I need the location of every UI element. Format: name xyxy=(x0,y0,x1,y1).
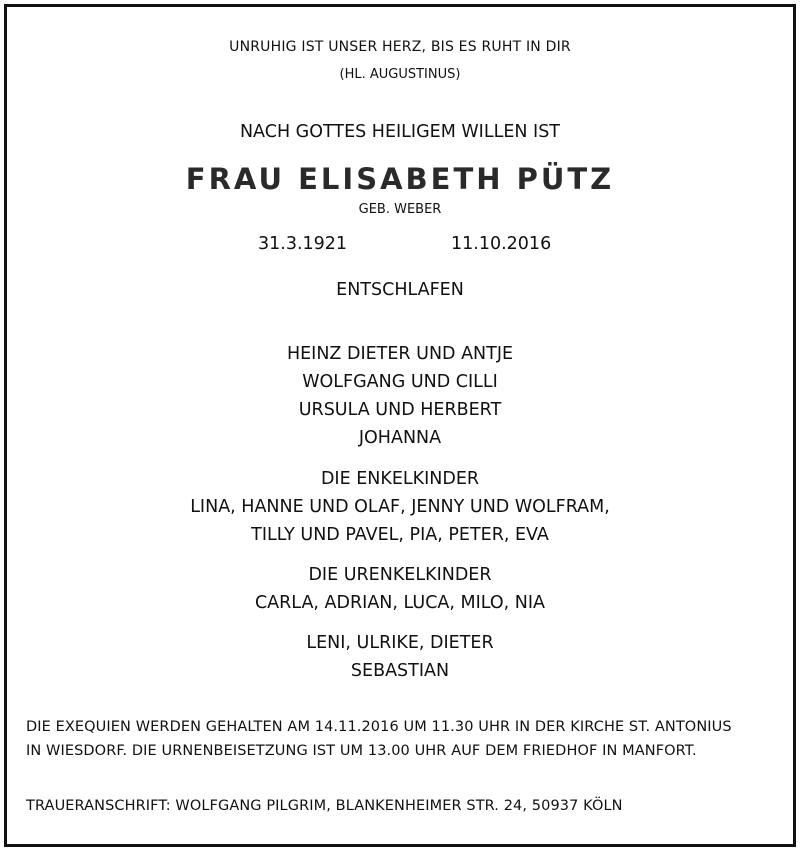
mourner-line: HEINZ DIETER UND ANTJE xyxy=(286,344,514,364)
other-mourners-line: LENI, ULRIKE, DIETER xyxy=(306,633,494,653)
great-grandchildren-heading: DIE URENKELKINDER xyxy=(308,565,492,585)
entschlafen-text: ENTSCHLAFEN xyxy=(336,280,464,300)
grandchildren-line: TILLY UND PAVEL, PIA, PETER, EVA xyxy=(251,525,549,545)
mourner-line: URSULA UND HERBERT xyxy=(298,400,502,420)
ceremony-line: IN WIESDORF. DIE URNENBEISETZUNG IST UM 13.00 UHR AUF DEM FRIEDHOF IN MANFORT. xyxy=(26,743,697,759)
mourner-line: WOLFGANG UND CILLI xyxy=(302,372,498,392)
birth-date: 31.3.1921 xyxy=(258,234,348,254)
great-grandchildren-line: CARLA, ADRIAN, LUCA, MILO, NIA xyxy=(254,593,546,613)
mourner-line: JOHANNA xyxy=(358,428,442,448)
other-mourners-line: SEBASTIAN xyxy=(350,661,450,681)
birth-name: GEB. WEBER xyxy=(358,202,442,217)
motto-author: (HL. AUGUSTINUS) xyxy=(339,67,461,82)
address-line: TRAUERANSCHRIFT: WOLFGANG PILGRIM, BLANKENHEIMER STR. 24, 50937 KÖLN xyxy=(26,798,623,814)
grandchildren-line: LINA, HANNE UND OLAF, JENNY UND WOLFRAM, xyxy=(190,497,610,517)
grandchildren-heading: DIE ENKELKINDER xyxy=(320,469,480,489)
deceased-name: FRAU ELISABETH PÜTZ xyxy=(185,162,615,196)
motto-quote: UNRUHIG IST UNSER HERZ, BIS ES RUHT IN DIR xyxy=(229,39,571,55)
intro-text: NACH GOTTES HEILIGEM WILLEN IST xyxy=(239,122,561,142)
death-date: 11.10.2016 xyxy=(451,234,552,254)
ceremony-line: DIE EXEQUIEN WERDEN GEHALTEN AM 14.11.2016 UM 11.30 UHR IN DER KIRCHE ST. ANTONIUS xyxy=(26,719,732,735)
